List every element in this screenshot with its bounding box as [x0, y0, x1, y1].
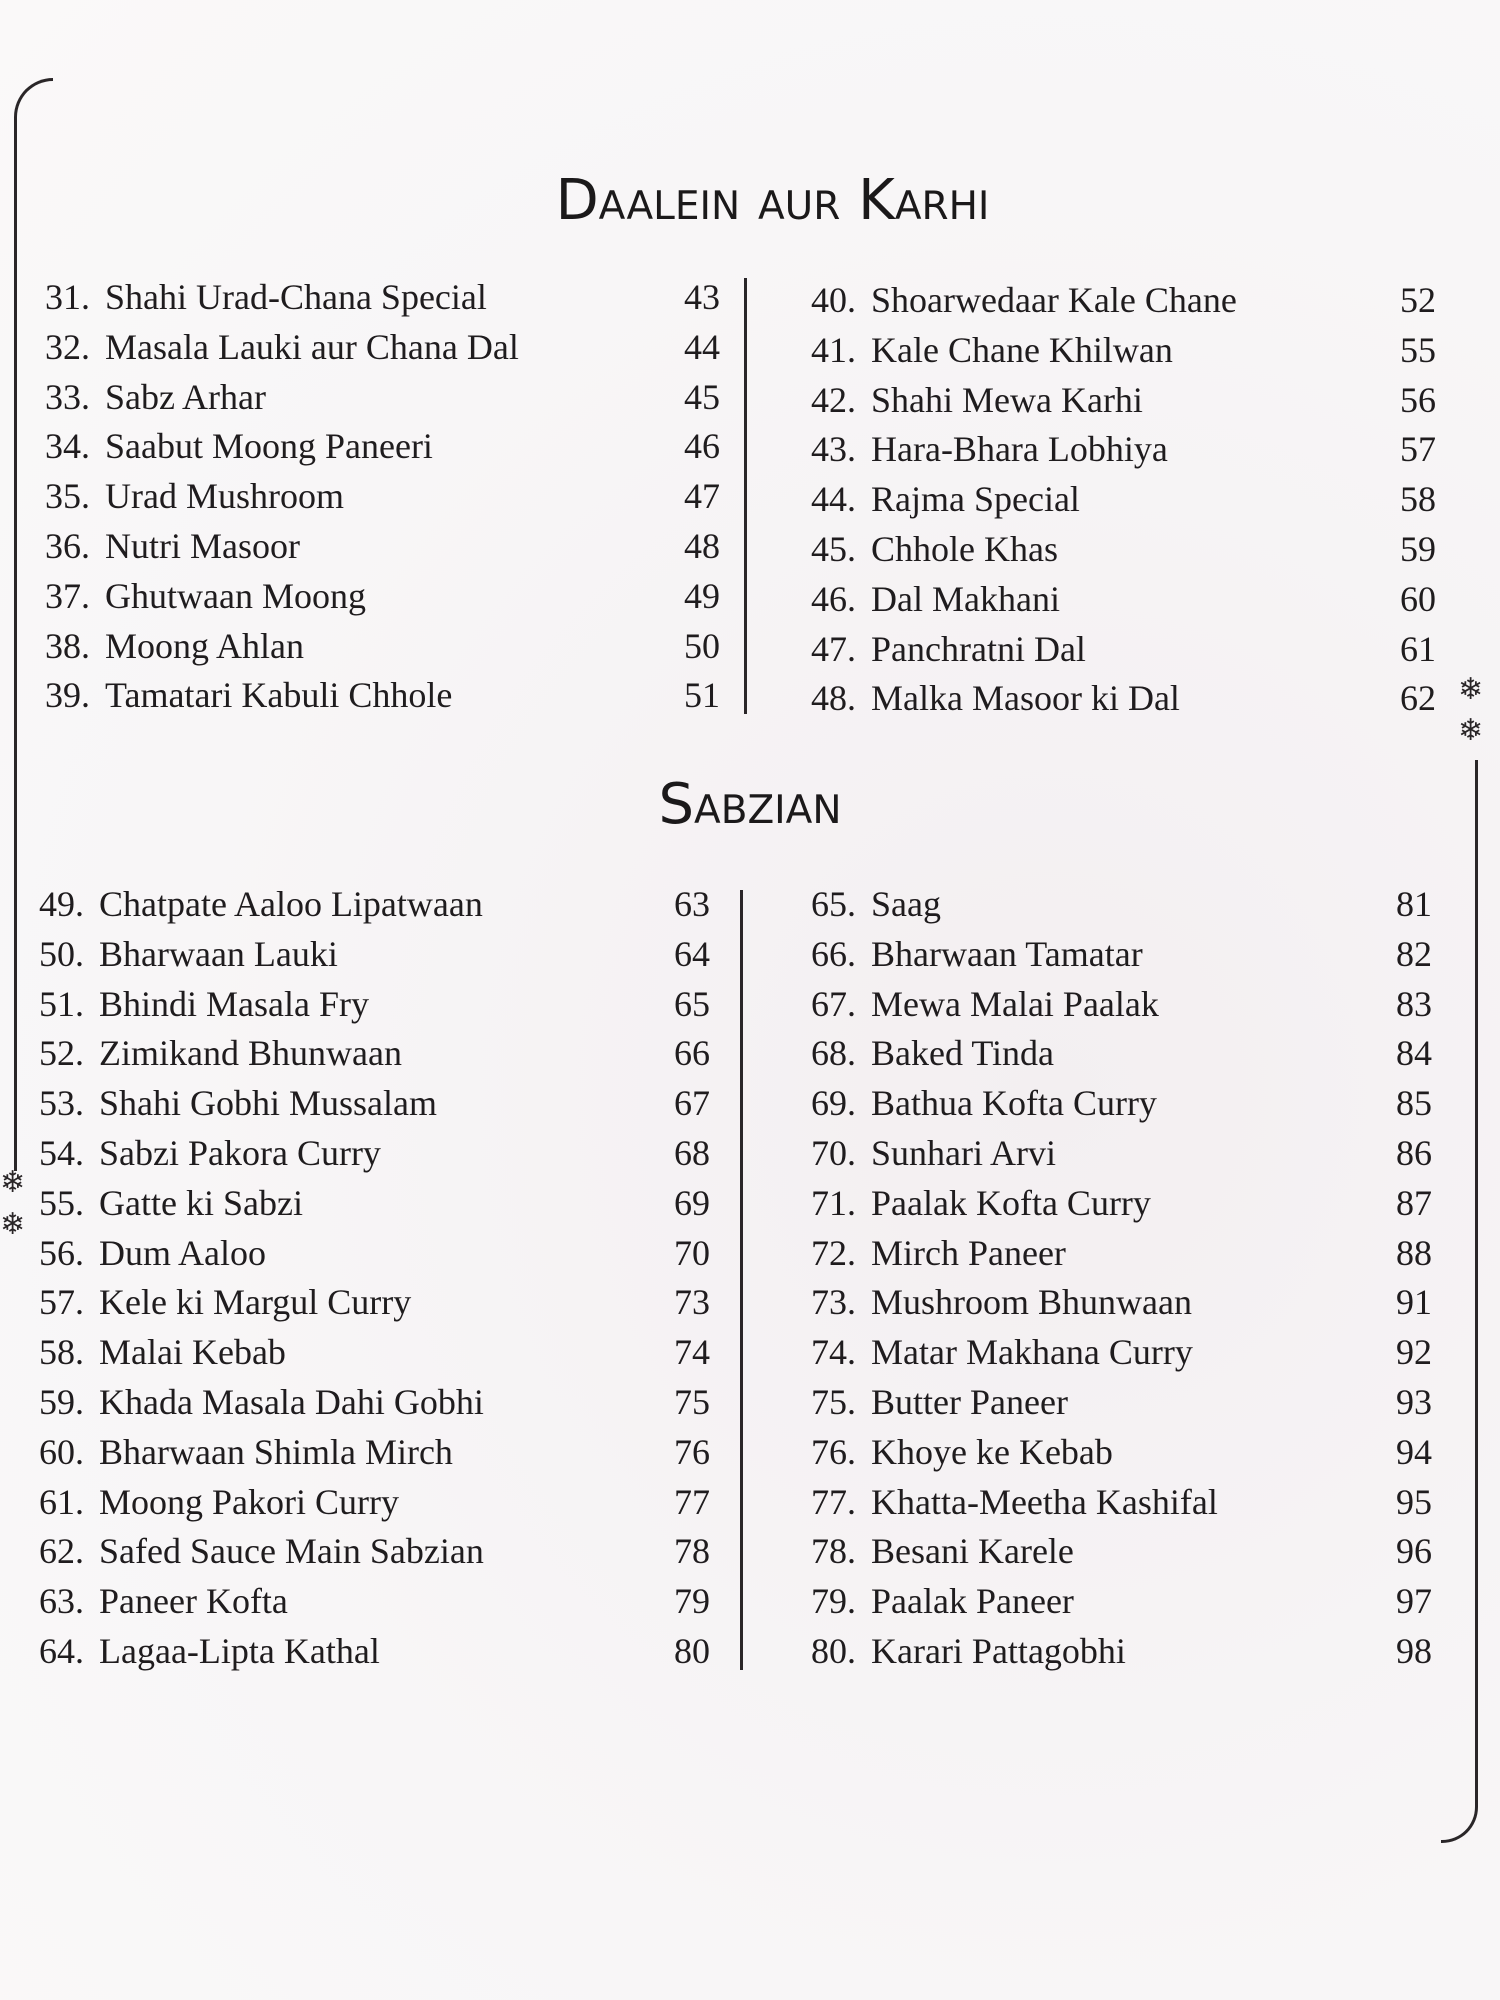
toc-entry	[20, 572, 720, 622]
entry-number: 70.	[811, 1132, 856, 1173]
page-number: 74	[674, 1332, 710, 1373]
recipe-name: Sabz Arhar	[105, 376, 266, 417]
toc-entry	[14, 880, 710, 930]
toc-entry	[786, 1278, 1432, 1328]
entry-number: 49.	[39, 884, 84, 924]
toc-entry	[786, 1527, 1432, 1577]
recipe-name: Saabut Moong Paneeri	[105, 426, 433, 467]
page-number: 84	[1396, 1033, 1432, 1074]
page-number: 80	[674, 1630, 710, 1671]
entry-number: 46.	[811, 578, 856, 619]
recipe-name: Karari Pattagobhi	[871, 1630, 1126, 1671]
recipe-name: Baked Tinda	[871, 1033, 1055, 1074]
page-number: 88	[1396, 1232, 1432, 1273]
entry-number: 76.	[811, 1431, 856, 1472]
recipe-name: Mirch Paneer	[871, 1232, 1066, 1273]
recipe-name: Paalak Paneer	[871, 1581, 1074, 1622]
toc-entry	[14, 1577, 710, 1627]
toc-entry	[14, 1029, 710, 1079]
entry-number: 47.	[811, 628, 856, 669]
recipe-name: Bharwaan Tamatar	[871, 933, 1143, 974]
page-number: 97	[1396, 1581, 1432, 1622]
toc-entry	[786, 1378, 1432, 1428]
entry-number: 42.	[811, 379, 856, 420]
entry-number: 31.	[45, 277, 90, 317]
page-number: 67	[674, 1083, 710, 1124]
entry-number: 71.	[811, 1182, 856, 1223]
toc-entry	[786, 674, 1436, 724]
page-number: 93	[1396, 1381, 1432, 1422]
recipe-name: Chhole Khas	[871, 528, 1058, 569]
recipe-name: Kele ki Margul Curry	[99, 1282, 412, 1323]
entry-number: 72.	[811, 1232, 856, 1273]
toc-entry	[786, 575, 1436, 625]
toc-entry	[786, 980, 1432, 1030]
toc-entry	[786, 1428, 1432, 1478]
recipe-name: Sabzi Pakora Curry	[99, 1132, 381, 1173]
entry-number: 79.	[811, 1581, 856, 1622]
entry-number: 37.	[45, 575, 90, 616]
page-number: 87	[1396, 1182, 1432, 1223]
page-number: 94	[1396, 1431, 1432, 1472]
entry-number: 67.	[811, 983, 856, 1024]
toc-entry	[786, 525, 1436, 575]
page-number: 55	[1400, 329, 1436, 370]
page-number: 92	[1396, 1332, 1432, 1373]
recipe-name: Hara-Bhara Lobhiya	[871, 429, 1168, 470]
recipe-name: Shoarwedaar Kale Chane	[871, 280, 1237, 320]
entry-number: 63.	[39, 1581, 84, 1622]
toc-entry	[786, 1179, 1432, 1229]
recipe-name: Bhindi Masala Fry	[99, 983, 369, 1024]
page-number: 58	[1400, 479, 1436, 520]
entry-number: 35.	[45, 476, 90, 517]
page-number: 79	[674, 1581, 710, 1622]
entry-number: 56.	[39, 1232, 84, 1273]
section-heading-daalein: Daalein aur Karhi	[555, 168, 990, 233]
page-number: 59	[1400, 528, 1436, 569]
toc-entry	[786, 326, 1436, 376]
entry-number: 45.	[811, 528, 856, 569]
recipe-name: Sunhari Arvi	[871, 1132, 1056, 1173]
recipe-name: Mushroom Bhunwaan	[871, 1282, 1192, 1323]
entry-number: 53.	[39, 1083, 84, 1124]
recipe-name: Dum Aaloo	[99, 1232, 266, 1273]
toc-entry	[786, 425, 1436, 475]
page-number: 47	[684, 476, 720, 517]
toc-entry	[20, 373, 720, 423]
toc-entry	[14, 1129, 710, 1179]
toc-entry	[786, 1577, 1432, 1627]
toc-entry	[786, 1229, 1432, 1279]
recipe-name: Besani Karele	[871, 1531, 1074, 1572]
entry-number: 50.	[39, 933, 84, 974]
page-number: 49	[684, 575, 720, 616]
entry-number: 33.	[45, 376, 90, 417]
toc-entry	[14, 1378, 710, 1428]
page-number: 83	[1396, 983, 1432, 1024]
entry-number: 57.	[39, 1282, 84, 1323]
recipe-name: Bharwaan Shimla Mirch	[99, 1431, 453, 1472]
recipe-name: Malka Masoor ki Dal	[871, 678, 1180, 719]
page-number: 48	[684, 525, 720, 566]
recipe-name: Bathua Kofta Curry	[871, 1083, 1157, 1124]
toc-entry	[786, 1328, 1432, 1378]
recipe-name: Malai Kebab	[99, 1332, 286, 1373]
entry-number: 39.	[45, 675, 90, 716]
daal-left-list	[20, 273, 720, 721]
sabz-right-list	[786, 880, 1432, 1677]
toc-entry	[14, 1328, 710, 1378]
entry-number: 74.	[811, 1332, 856, 1373]
page-number: 64	[674, 933, 710, 974]
entry-number: 58.	[39, 1332, 84, 1373]
entry-number: 38.	[45, 625, 90, 666]
column-divider	[740, 890, 743, 1670]
page-number: 91	[1396, 1282, 1432, 1323]
toc-entry	[14, 1627, 710, 1677]
recipe-name: Chatpate Aaloo Lipatwaan	[99, 884, 483, 924]
toc-entry	[14, 980, 710, 1030]
recipe-name: Panchratni Dal	[871, 628, 1086, 669]
snowflake-ornament-icon: ❄	[0, 1165, 26, 1200]
recipe-name: Rajma Special	[871, 479, 1080, 520]
page-number: 96	[1396, 1531, 1432, 1572]
toc-entry	[20, 323, 720, 373]
recipe-name: Paneer Kofta	[99, 1581, 288, 1622]
recipe-name: Saag	[871, 884, 941, 924]
entry-number: 34.	[45, 426, 90, 467]
recipe-name: Moong Ahlan	[105, 625, 305, 666]
page-number: 51	[684, 675, 720, 716]
page-number: 69	[674, 1182, 710, 1223]
entry-number: 52.	[39, 1033, 84, 1074]
toc-entry	[20, 273, 720, 323]
recipe-name: Khada Masala Dahi Gobhi	[99, 1381, 484, 1422]
sabz-left-list	[14, 880, 710, 1677]
page-number: 43	[684, 277, 720, 317]
entry-number: 59.	[39, 1381, 84, 1422]
entry-number: 78.	[811, 1531, 856, 1572]
page-number: 95	[1396, 1481, 1432, 1522]
entry-number: 41.	[811, 329, 856, 370]
toc-entry	[786, 1478, 1432, 1528]
entry-number: 62.	[39, 1531, 84, 1572]
recipe-name: Ghutwaan Moong	[105, 575, 366, 616]
page-number: 45	[684, 376, 720, 417]
page-number: 68	[674, 1132, 710, 1173]
recipe-name: Shahi Mewa Karhi	[871, 379, 1143, 420]
entry-number: 51.	[39, 983, 84, 1024]
recipe-name: Gatte ki Sabzi	[99, 1182, 303, 1223]
entry-number: 77.	[811, 1481, 856, 1522]
recipe-name: Matar Makhana Curry	[871, 1332, 1193, 1373]
toc-entry	[20, 622, 720, 672]
page-number: 63	[674, 884, 710, 924]
entry-number: 36.	[45, 525, 90, 566]
entry-number: 40.	[811, 280, 856, 320]
entry-number: 32.	[45, 326, 90, 367]
recipe-name: Dal Makhani	[871, 578, 1060, 619]
entry-number: 54.	[39, 1132, 84, 1173]
page-number: 73	[674, 1282, 710, 1323]
recipe-name: Khatta-Meetha Kashifal	[871, 1481, 1218, 1522]
snowflake-ornament-icon: ❄	[1458, 672, 1484, 707]
toc-entry	[786, 1627, 1432, 1677]
right-frame-bracket	[1441, 760, 1478, 1843]
entry-number: 61.	[39, 1481, 84, 1522]
page-number: 62	[1400, 678, 1436, 719]
recipe-name: Urad Mushroom	[105, 476, 344, 517]
recipe-name: Lagaa-Lipta Kathal	[99, 1630, 380, 1671]
recipe-name: Bharwaan Lauki	[99, 933, 338, 974]
entry-number: 48.	[811, 678, 856, 719]
toc-entry	[20, 422, 720, 472]
toc-entry	[20, 522, 720, 572]
recipe-name: Moong Pakori Curry	[99, 1481, 399, 1522]
page-number: 70	[674, 1232, 710, 1273]
toc-entry	[786, 930, 1432, 980]
toc-entry	[14, 1179, 710, 1229]
page-number: 85	[1396, 1083, 1432, 1124]
page-number: 77	[674, 1481, 710, 1522]
entry-number: 66.	[811, 933, 856, 974]
toc-entry	[14, 930, 710, 980]
toc-entry	[786, 1029, 1432, 1079]
recipe-name: Shahi Gobhi Mussalam	[99, 1083, 437, 1124]
toc-entry	[786, 475, 1436, 525]
section-heading-sabzian: Sabzian	[658, 772, 842, 837]
page-number: 78	[674, 1531, 710, 1572]
page-number: 66	[674, 1033, 710, 1074]
toc-entry	[786, 880, 1432, 930]
recipe-name: Zimikand Bhunwaan	[99, 1033, 402, 1074]
entry-number: 44.	[811, 479, 856, 520]
recipe-name: Khoye ke Kebab	[871, 1431, 1113, 1472]
recipe-name: Shahi Urad-Chana Special	[105, 277, 487, 317]
entry-number: 60.	[39, 1431, 84, 1472]
recipe-name: Paalak Kofta Curry	[871, 1182, 1151, 1223]
toc-entry	[786, 276, 1436, 326]
daal-right-list	[786, 276, 1436, 724]
recipe-name: Nutri Masoor	[105, 525, 300, 566]
entry-number: 68.	[811, 1033, 856, 1074]
entry-number: 69.	[811, 1083, 856, 1124]
entry-number: 65.	[811, 884, 856, 924]
page-number: 52	[1400, 280, 1436, 320]
page-number: 86	[1396, 1132, 1432, 1173]
page-number: 65	[674, 983, 710, 1024]
page-number: 75	[674, 1381, 710, 1422]
entry-number: 43.	[811, 429, 856, 470]
toc-entry	[20, 472, 720, 522]
entry-number: 75.	[811, 1381, 856, 1422]
toc-entry	[14, 1478, 710, 1528]
recipe-name: Masala Lauki aur Chana Dal	[105, 326, 519, 367]
toc-entry	[14, 1079, 710, 1129]
page-number: 98	[1396, 1630, 1432, 1671]
page-number: 50	[684, 625, 720, 666]
snowflake-ornament-icon: ❄	[1458, 713, 1484, 748]
recipe-name: Butter Paneer	[871, 1381, 1068, 1422]
toc-entry	[14, 1278, 710, 1328]
recipe-name: Kale Chane Khilwan	[871, 329, 1173, 370]
snowflake-ornament-icon: ❄	[0, 1207, 26, 1242]
recipe-name: Mewa Malai Paalak	[871, 983, 1159, 1024]
page-number: 60	[1400, 578, 1436, 619]
page-number: 57	[1400, 429, 1436, 470]
entry-number: 80.	[811, 1630, 856, 1671]
page-number: 56	[1400, 379, 1436, 420]
toc-entry	[786, 625, 1436, 675]
toc-entry	[14, 1527, 710, 1577]
toc-entry	[14, 1428, 710, 1478]
recipe-name: Safed Sauce Main Sabzian	[99, 1531, 484, 1572]
page-number: 76	[674, 1431, 710, 1472]
entry-number: 55.	[39, 1182, 84, 1223]
toc-entry	[14, 1229, 710, 1279]
entry-number: 64.	[39, 1630, 84, 1671]
entry-number: 73.	[811, 1282, 856, 1323]
toc-entry	[786, 1079, 1432, 1129]
toc-entry	[20, 671, 720, 721]
recipe-name: Tamatari Kabuli Chhole	[105, 675, 453, 716]
page-number: 44	[684, 326, 720, 367]
toc-entry	[786, 1129, 1432, 1179]
page-number: 61	[1400, 628, 1436, 669]
column-divider	[744, 278, 747, 714]
toc-entry	[786, 376, 1436, 426]
page-number: 46	[684, 426, 720, 467]
page-number: 81	[1396, 884, 1432, 924]
page-number: 82	[1396, 933, 1432, 974]
